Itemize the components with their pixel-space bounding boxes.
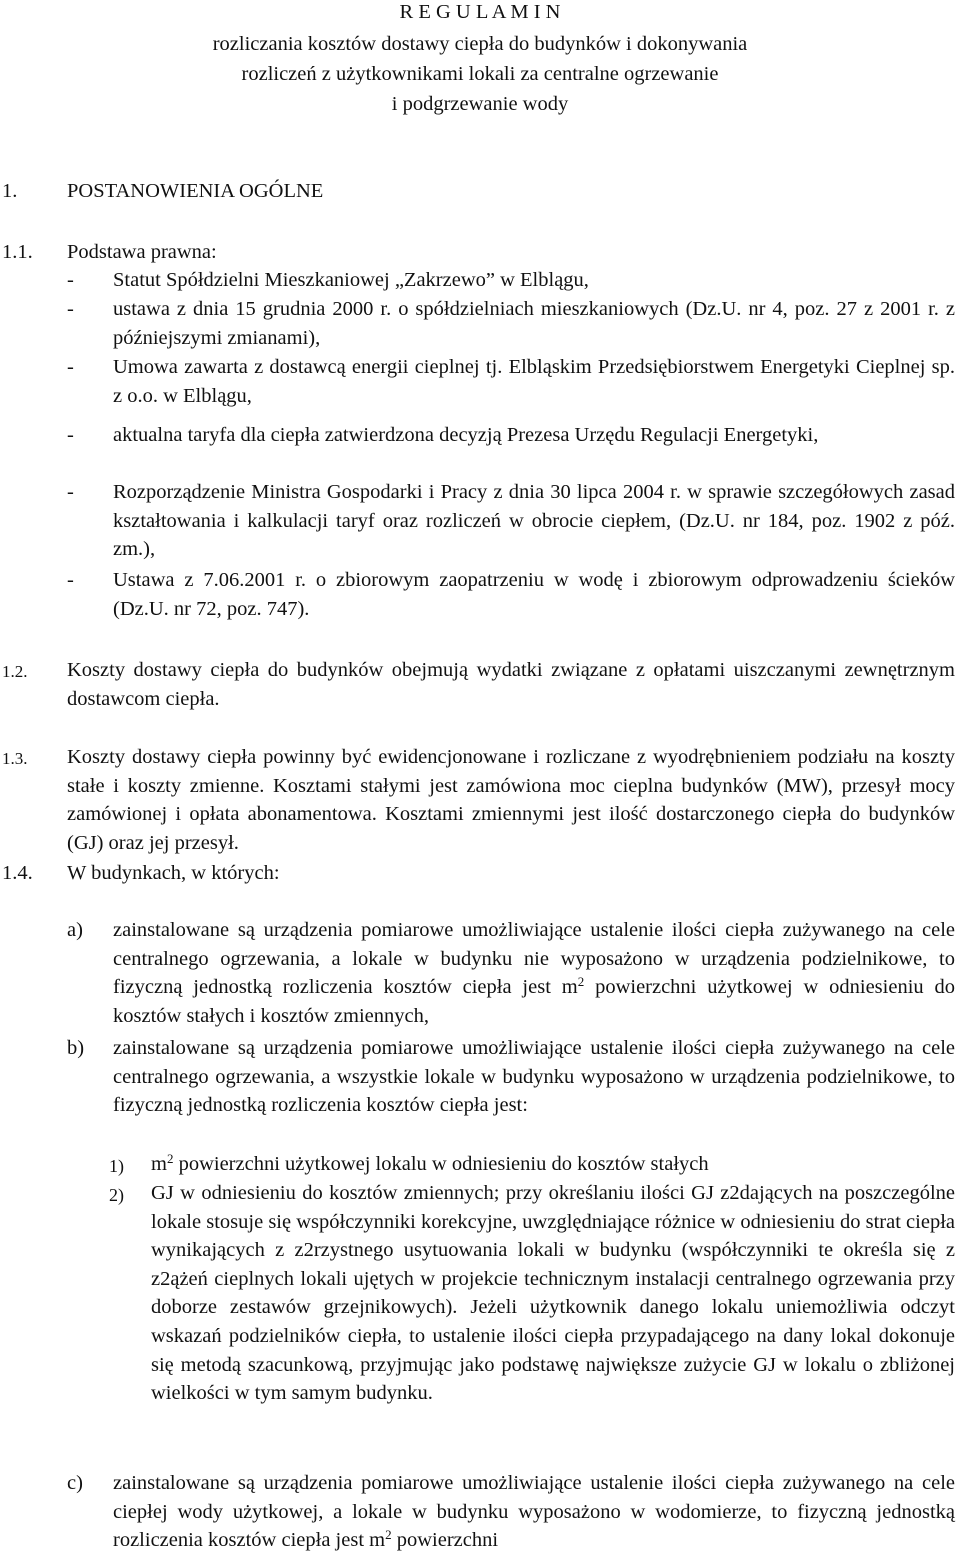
subtitle-line-3: i podgrzewanie wody [391, 93, 569, 115]
subtitle-line-1: rozliczania kosztów dostawy ciepła do budynków i dokonywania [212, 33, 748, 55]
regulation-title: R E G U L A M I N [399, 1, 561, 23]
subtitle-line-2: rozliczeń z użytkownikami lokali za centralne ogrzewanie [241, 63, 719, 85]
